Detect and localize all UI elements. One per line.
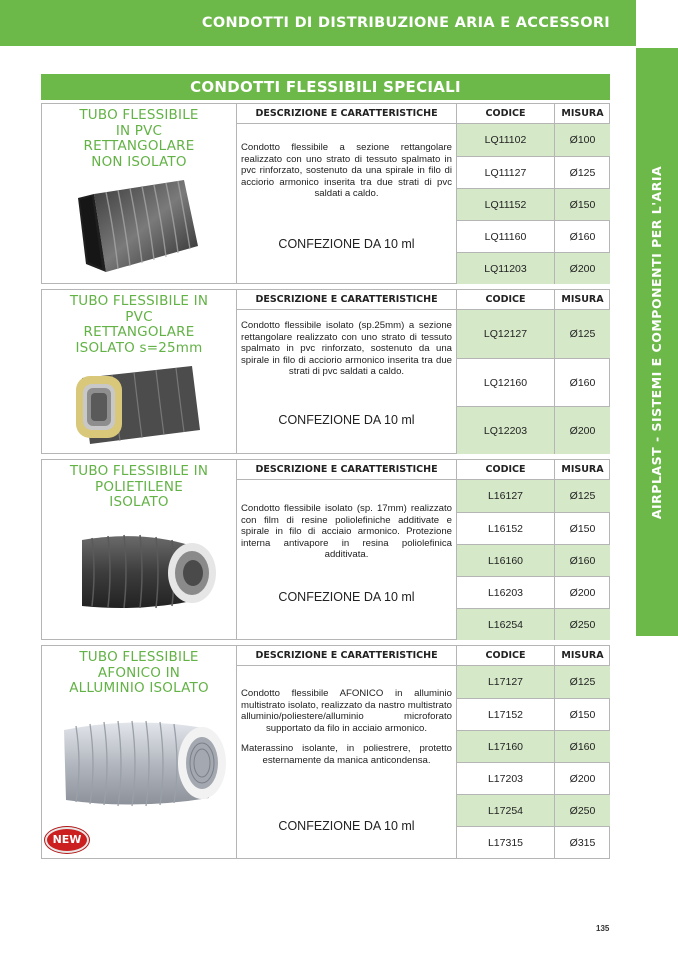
table-row: LQ12127 Ø125 [456, 310, 610, 358]
code-table [456, 480, 610, 640]
table-row: L16152 Ø150 [456, 512, 610, 544]
description-text-2: Materassino isolante, in poliestrere, protetto esternamente da manica anticondensa. [241, 743, 452, 766]
product-name-cell [42, 460, 237, 639]
description-cell [237, 310, 456, 454]
section-title: CONDOTTI FLESSIBILI SPECIALI [41, 74, 610, 100]
code-table [456, 666, 610, 859]
table-row: L16127 Ø125 [456, 480, 610, 512]
description-cell [237, 124, 456, 284]
header-code: CODICE [456, 460, 554, 480]
product-name: TUBO FLESSIBILE IN PVC RETTANGOLARE ISOLATO s=25mm [69, 293, 209, 356]
table-row: L16160 Ø160 [456, 544, 610, 576]
product-name: TUBO FLESSIBILE IN POLIETILENE ISOLATO [69, 463, 209, 510]
table-row: L17254 Ø250 [456, 794, 610, 826]
table-row: LQ12203 Ø200 [456, 406, 610, 454]
side-band-label: AIRPLAST - SISTEMI E COMPONENTI PER L'ARIA [649, 165, 665, 519]
packaging-text: CONFEZIONE DA 10 ml [278, 413, 415, 427]
packaging-text: CONFEZIONE DA 10 ml [278, 590, 415, 604]
header-size: MISURA [554, 290, 610, 310]
table-row: LQ11127 Ø125 [456, 156, 610, 188]
table-row: L17152 Ø150 [456, 698, 610, 730]
table-row: L17203 Ø200 [456, 762, 610, 794]
table-row: LQ11102 Ø100 [456, 124, 610, 156]
aluminium-duct-image [54, 710, 229, 816]
header-description: DESCRIZIONE E CARATTERISTICHE [237, 460, 456, 480]
table-row: L16203 Ø200 [456, 576, 610, 608]
insulated-rectangular-duct-image [72, 360, 207, 450]
product-block-3 [41, 459, 610, 640]
packaging-text: CONFEZIONE DA 10 ml [278, 819, 415, 833]
new-badge: NEW [45, 827, 89, 853]
header-size: MISURA [554, 646, 610, 666]
header-code: CODICE [456, 104, 554, 124]
page-number: 135 [596, 924, 610, 933]
description-cell [237, 666, 456, 859]
code-table [456, 124, 610, 284]
header-description: DESCRIZIONE E CARATTERISTICHE [237, 646, 456, 666]
product-block-1 [41, 103, 610, 284]
polyethylene-duct-image [62, 520, 222, 620]
header-description: DESCRIZIONE E CARATTERISTICHE [237, 104, 456, 124]
rectangular-duct-image [72, 176, 207, 276]
product-name-cell [42, 646, 237, 858]
table-row: LQ12160 Ø160 [456, 358, 610, 406]
description-text: Condotto flessibile AFONICO in alluminio multistrato isolato, realizzato da nastro multistrato alluminio/poliestere/alluminio microforato supportato da filo in acciaio armonico. [241, 688, 452, 734]
header-bar [0, 0, 636, 46]
product-name: TUBO FLESSIBILE AFONICO IN ALLUMINIO ISOLATO [69, 649, 209, 696]
description-cell [237, 480, 456, 640]
table-row: LQ11152 Ø150 [456, 188, 610, 220]
description-text: Condotto flessibile isolato (sp.25mm) a sezione rettangolare realizzato con uno strato di tessuto spalmato in pvc rinforzato, sostenuto da una spirale in filo di acciorio armonico inserita tra due strati di pvc saldati a caldo. [241, 320, 452, 378]
description-text: Condotto flessibile isolato (sp. 17mm) realizzato con film di resine poliolefiniche additivate e spirale in filo di acciaio armonico. Protezione interna antivapore in resina poliolefinica additivata. [241, 503, 452, 561]
packaging-text: CONFEZIONE DA 10 ml [278, 237, 415, 251]
header-code: CODICE [456, 290, 554, 310]
table-row: L17160 Ø160 [456, 730, 610, 762]
table-row: LQ11160 Ø160 [456, 220, 610, 252]
product-block-4 [41, 645, 610, 859]
product-name-cell [42, 290, 237, 453]
product-name: TUBO FLESSIBILE IN PVC RETTANGOLARE NON ISOLATO [79, 107, 199, 170]
product-name-cell [42, 104, 237, 283]
code-table [456, 310, 610, 454]
description-text: Condotto flessibile a sezione rettangolare realizzato con uno strato di tessuto spalmato in pvc rinforzato, sostenuto da una spirale in filo di acciorio armonico inserita tra due strati di pvc saldati a caldo. [241, 142, 452, 200]
product-block-2 [41, 289, 610, 454]
header-size: MISURA [554, 460, 610, 480]
header-code: CODICE [456, 646, 554, 666]
header-size: MISURA [554, 104, 610, 124]
table-row: L16254 Ø250 [456, 608, 610, 640]
header-title: CONDOTTI DI DISTRIBUZIONE ARIA E ACCESSORI [201, 15, 610, 31]
header-description: DESCRIZIONE E CARATTERISTICHE [237, 290, 456, 310]
table-row: L17315 Ø315 [456, 826, 610, 859]
table-row: LQ11203 Ø200 [456, 252, 610, 284]
side-band [636, 48, 678, 636]
table-row: L17127 Ø125 [456, 666, 610, 698]
